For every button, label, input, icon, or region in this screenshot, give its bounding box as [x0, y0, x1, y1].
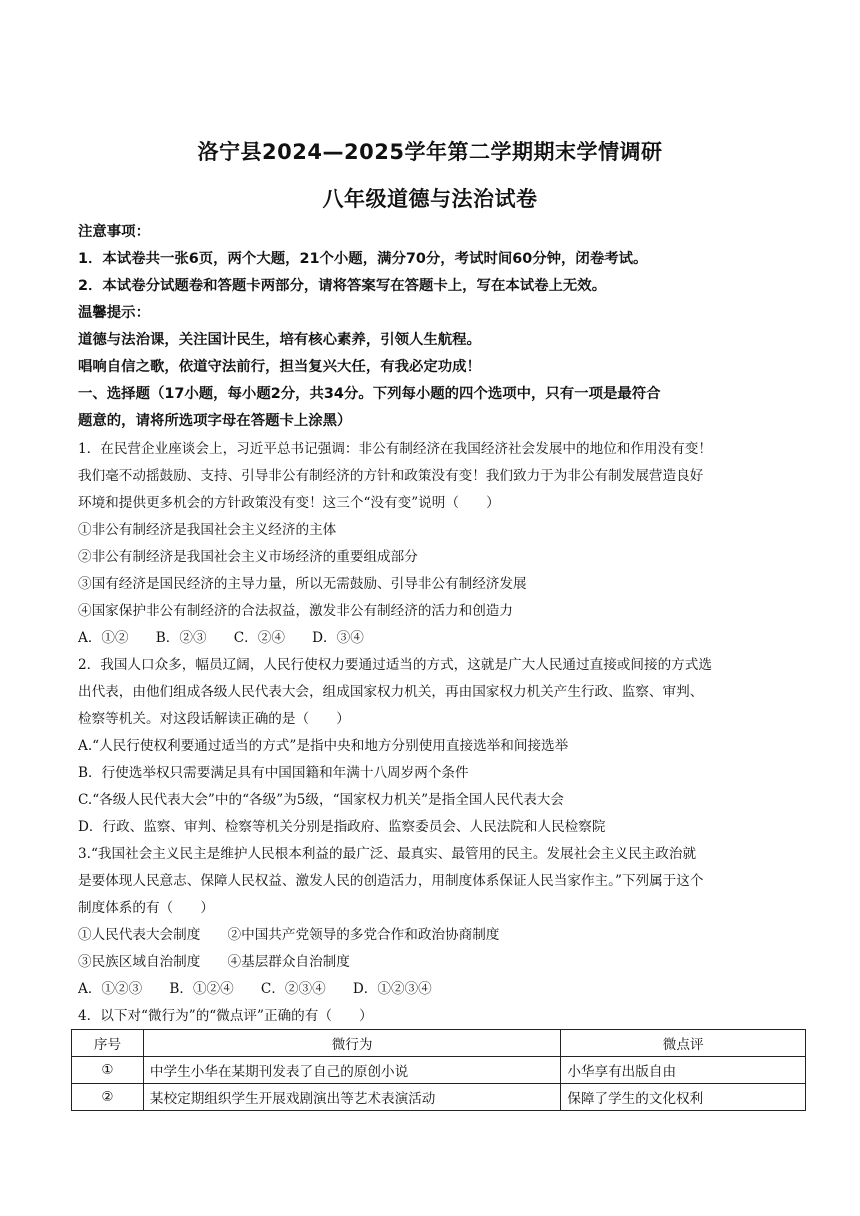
question-stem: 1．在民营企业座谈会上，习近平总书记强调：非公有制经济在我国经济社会发展中的地位和作用没有变！ — [78, 441, 712, 457]
question-stem: 制度体系的有（ ） — [78, 900, 214, 916]
section-heading: 一、选择题（17小题，每小题2分，共34分。下列每小题的四个选项中，只有一项是最符合 — [78, 386, 661, 402]
question-stem: 检察等机关。对这段话解读正确的是（ ） — [78, 711, 350, 727]
table-header-cell: 序号 — [72, 1030, 144, 1057]
question-stem: 是要体现人民意志、保障人民权益、激发人民的创造活力，用制度体系保证人民当家作主。”下列属于这个 — [78, 873, 704, 889]
table-cell: 保障了学生的文化权利 — [561, 1084, 806, 1111]
notice-item: 2．本试卷分试题卷和答题卡两部分，请将答案写在答题卡上，写在本试卷上无效。 — [78, 278, 607, 294]
question-stem: 环境和提供更多机会的方针政策没有变！这三个“没有变”说明（ ） — [78, 495, 500, 511]
tips-line: 道德与法治课，关注国计民生，培有核心素养，引领人生航程。 — [78, 332, 481, 348]
table-row — [72, 1057, 806, 1084]
table-cell: ② — [72, 1084, 144, 1111]
answer-option: D．行政、监察、审判、检察等机关分别是指政府、监察委员会、人民法院和人民检察院 — [78, 819, 606, 835]
table-row — [72, 1084, 806, 1111]
table-header-cell: 微行为 — [143, 1030, 560, 1057]
table-header-cell: 微点评 — [561, 1030, 806, 1057]
answer-options: A．①②③ B．①②④ C．②③④ D．①②③④ — [78, 981, 432, 997]
question-stem: 出代表，由他们组成各级人民代表大会，组成国家权力机关，再由国家权力机关产生行政、监察、审判、 — [78, 684, 704, 700]
table-cell: 某校定期组织学生开展戏剧演出等艺术表演活动 — [143, 1084, 560, 1111]
question-stem: 3.“我国社会主义民主是维护人民根本利益的最广泛、最真实、最管用的民主。发展社会主义民主政治就 — [78, 846, 697, 862]
exam-title: 洛宁县2024—2025学年第二学期期末学情调研 — [197, 140, 663, 164]
tips-line: 唱响自信之歌，依道守法前行，担当复兴大任，有我必定功成！ — [78, 359, 481, 375]
q4-table — [71, 1029, 806, 1111]
question-stem: 4．以下对“微行为”的“微点评”正确的有（ ） — [78, 1008, 373, 1024]
table-cell: ① — [72, 1057, 144, 1084]
statement: ①非公有制经济是我国社会主义经济的主体 — [78, 522, 337, 538]
table-header-row — [72, 1030, 806, 1057]
notice-heading: 注意事项： — [78, 224, 150, 240]
question-stem: 我们毫不动摇鼓励、支持、引导非公有制经济的方针和政策没有变！我们致力于为非公有制发展营造良好 — [78, 468, 704, 484]
section-heading-cont: 题意的，请将所选项字母在答题卡上涂黑） — [78, 413, 352, 429]
statement: ①人民代表大会制度 ②中国共产党领导的多党合作和政治协商制度 — [78, 927, 500, 943]
tips-heading: 温馨提示： — [78, 305, 150, 321]
answer-option: A.“人民行使权利要通过适当的方式”是指中央和地方分别使用直接选举和间接选举 — [78, 738, 569, 754]
exam-subtitle: 八年级道德与法治试卷 — [322, 187, 538, 211]
answer-option: C.“各级人民代表大会”中的“各级”为5级，“国家权力机关”是指全国人民代表大会 — [78, 792, 564, 808]
question-stem: 2．我国人口众多，幅员辽阔，人民行使权力要通过适当的方式，这就是广大人民通过直接或间接的方式选 — [78, 657, 712, 673]
statement: ②非公有制经济是我国社会主义市场经济的重要组成部分 — [78, 549, 418, 565]
answer-options: A．①② B．②③ C．②④ D．③④ — [78, 630, 364, 646]
table-cell: 小华享有出版自由 — [561, 1057, 806, 1084]
statement: ④国家保护非公有制经济的合法叔益，激发非公有制经济的活力和创造力 — [78, 603, 513, 619]
notice-item: 1．本试卷共一张6页，两个大题，21个小题，满分70分，考试时间60分钟，闭卷考试。 — [78, 251, 648, 267]
statement: ③国有经济是国民经济的主导力量，所以无需鼓励、引导非公有制经济发展 — [78, 576, 527, 592]
table-cell: 中学生小华在某期刊发表了自己的原创小说 — [143, 1057, 560, 1084]
answer-option: B．行使选举权只需要满足具有中国国籍和年满十八周岁两个条件 — [78, 765, 469, 781]
statement: ③民族区域自治制度 ④基层群众自治制度 — [78, 954, 350, 970]
